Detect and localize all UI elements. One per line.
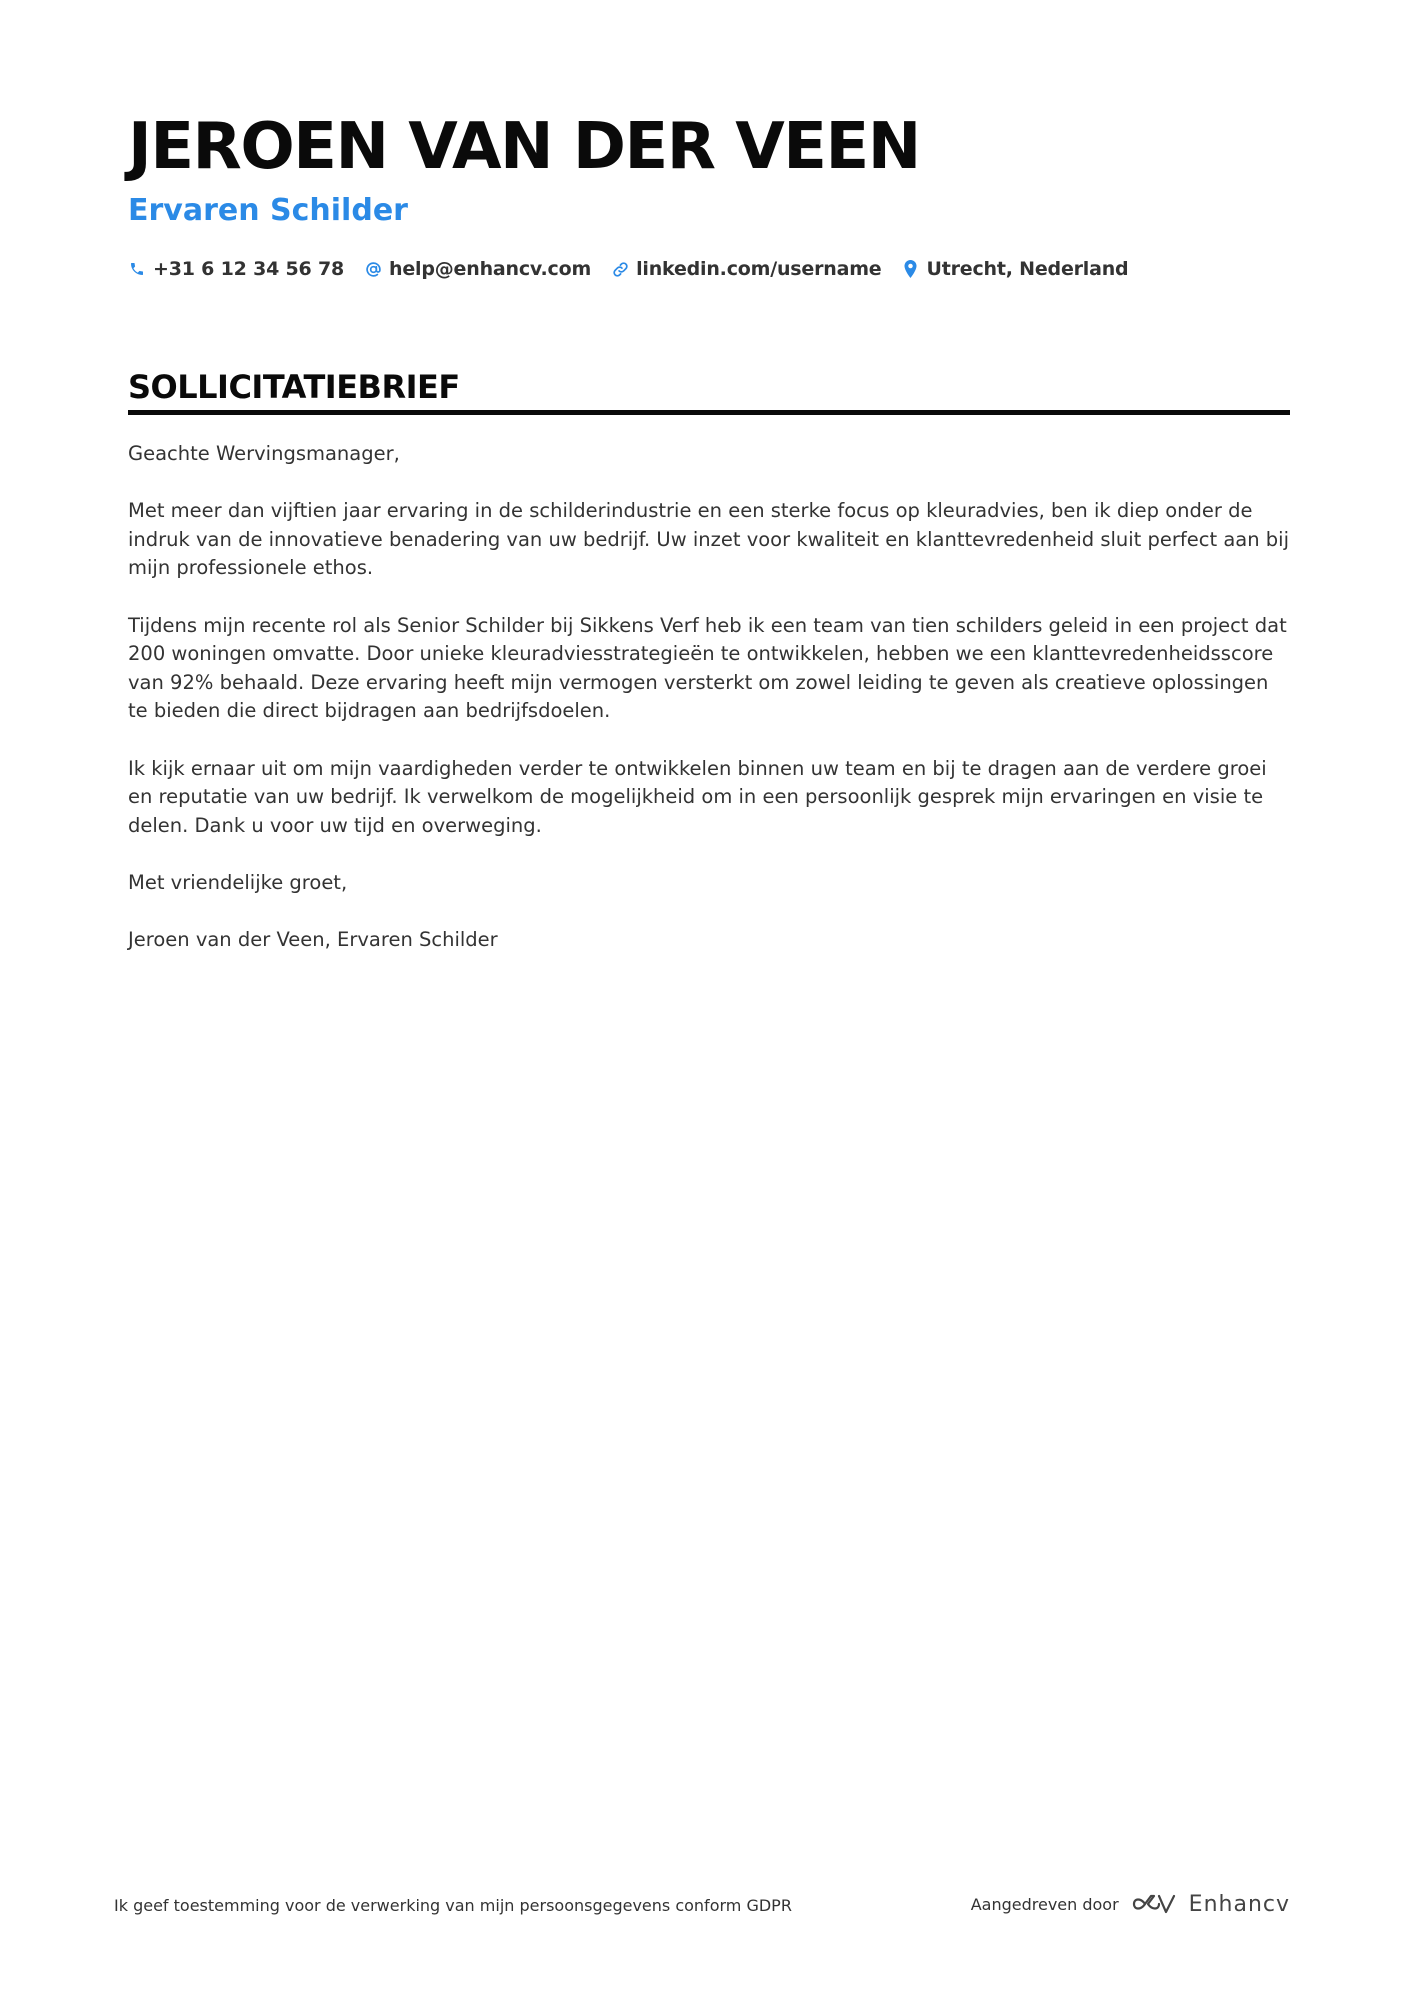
letter-paragraph: Tijdens mijn recente rol als Senior Schilder bij Sikkens Verf heb ik een team van tien schilders geleid in een project dat 200 woningen omvatte. Door unieke kleuradviesstrategieën te ontwikkelen, hebben we een klanttevredenheidsscore van 92% behaald. Deze ervaring heeft mijn vermogen versterkt om zowel leiding te geven als creatieve oplossingen te bieden die direct bijdragen aan bedrijfsdoelen. xyxy=(128,613,1287,723)
contact-location xyxy=(901,258,1128,280)
contact-linkedin xyxy=(611,258,881,280)
letter-paragraph: Met meer dan vijftien jaar ervaring in de schilderindustrie en een sterke focus op kleuradvies, ben ik diep onder de indruk van de innovatieve benadering van uw bedrijf. Uw inzet voor kwaliteit en klanttevredenheid sluit perfect aan bij mijn professionele ethos. xyxy=(128,499,1290,580)
candidate-name: JEROEN VAN DER VEEN xyxy=(128,110,920,184)
letter-closing: Met vriendelijke groet, xyxy=(128,870,348,894)
contact-email xyxy=(364,258,591,280)
powered-by-label: Aangedreven door xyxy=(970,1894,1119,1914)
linkedin-url: linkedin.com/username xyxy=(636,258,882,280)
enhancv-logo-text: Enhancv xyxy=(1188,1891,1290,1917)
gdpr-consent: Ik geef toestemming voor de verwerking van mijn persoonsgegevens conform GDPR xyxy=(114,1896,792,1915)
candidate-title: Ervaren Schilder xyxy=(128,193,408,228)
section-divider xyxy=(128,410,1290,415)
phone-icon xyxy=(128,260,146,278)
email-address: help@enhancv.com xyxy=(389,258,592,280)
contact-phone xyxy=(128,258,344,280)
powered-by xyxy=(971,1886,1290,1922)
location-text: Utrecht, Nederland xyxy=(926,258,1129,280)
letter-greeting: Geachte Wervingsmanager, xyxy=(128,442,400,465)
location-pin-icon xyxy=(901,260,919,278)
letter-signature: Jeroen van der Veen, Ervaren Schilder xyxy=(128,928,498,952)
letter-paragraph: Ik kijk ernaar uit om mijn vaardigheden verder te ontwikkelen binnen uw team en bij te dragen aan de verdere groei en reputatie van uw bedrijf. Ik verwelkom de mogelijkheid om in een persoonlijk gesprek mijn ervaringen en visie te delen. Dank u voor uw tijd en overweging. xyxy=(128,756,1267,837)
phone-number: +31 6 12 34 56 78 xyxy=(153,258,345,280)
at-icon xyxy=(364,260,382,278)
letter-body xyxy=(128,440,1290,983)
section-title: SOLLICITATIEBRIEF xyxy=(128,368,460,406)
link-icon xyxy=(611,260,629,278)
enhancv-logo-icon xyxy=(1131,1889,1179,1919)
contact-bar xyxy=(128,254,1148,284)
